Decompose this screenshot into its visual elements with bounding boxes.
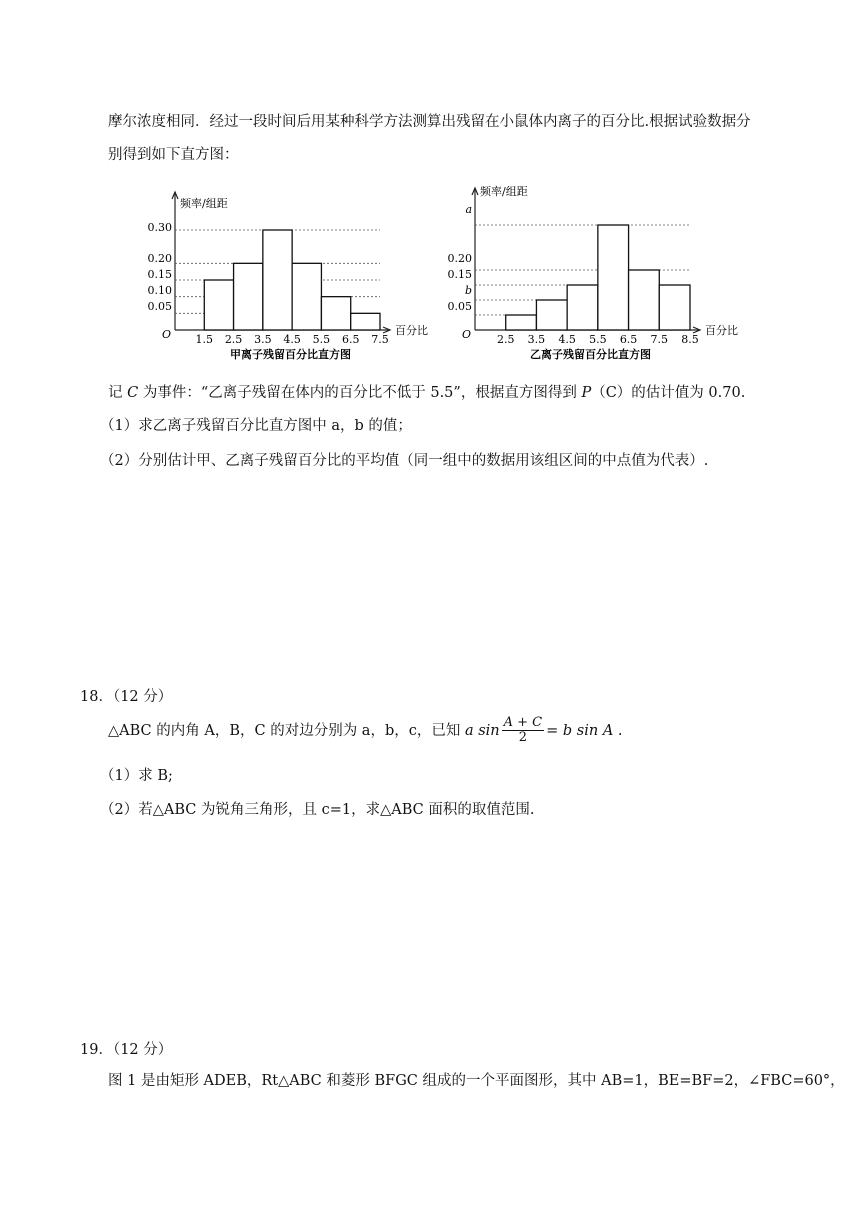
- yi-caption: 乙离子残留百分比直方图: [530, 348, 651, 361]
- intro-line-1: 摩尔浓度相同．经过一段时间后用某种科学方法测算出残留在小鼠体内离子的百分比.根据试验数据分: [108, 114, 751, 130]
- jia-caption: 甲离子残留百分比直方图: [230, 348, 351, 361]
- intro-line-2: 别得到如下直方图：: [108, 147, 239, 163]
- jia-ytick-label: 0.20: [147, 252, 172, 265]
- q17-sub1: （1）求乙离子残留百分比直方图中 a，b 的值；: [100, 418, 412, 434]
- yi-ytick-label: 0.20: [447, 252, 472, 265]
- q19-header: 19．（12 分）: [80, 1042, 173, 1058]
- histogram-jia-svg: [140, 180, 440, 365]
- yi-ytick-label: b: [464, 284, 472, 297]
- jia-ytick-label: 0.05: [147, 300, 172, 313]
- yi-bar: [598, 225, 629, 330]
- jia-xlabel: 百分比: [395, 324, 428, 337]
- q18-formula-b: = b sin A .: [546, 722, 623, 739]
- histogram-yi-svg: [440, 180, 760, 365]
- q17-event-p: P: [581, 385, 592, 401]
- yi-bar: [659, 285, 690, 330]
- yi-ytick-labels: [448, 203, 473, 313]
- q18-frac-den: 2: [518, 730, 528, 746]
- jia-bar: [321, 297, 350, 330]
- jia-xtick-label: 1.5: [195, 333, 214, 346]
- jia-bar: [234, 263, 263, 330]
- jia-xtick-label: 3.5: [254, 333, 272, 346]
- yi-xtick-label: 6.5: [619, 333, 638, 346]
- histogram-jia: [140, 180, 440, 365]
- yi-xtick-label: 4.5: [558, 333, 576, 346]
- q18-stem-text: △ABC 的内角 A，B，C 的对边分别为 a，b，c，已知: [108, 722, 461, 739]
- q18-sub2: （2）若△ABC 为锐角三角形，且 c=1，求△ABC 面积的取值范围.: [100, 802, 535, 818]
- jia-xtick-label: 6.5: [341, 333, 360, 346]
- yi-bar: [536, 300, 567, 330]
- jia-xtick-label: 7.5: [371, 333, 389, 346]
- jia-ytick-labels: [148, 221, 173, 313]
- q17-event-pre: 记: [108, 385, 128, 401]
- jia-xtick-label: 4.5: [283, 333, 301, 346]
- yi-ylabel: 频率/组距: [480, 185, 528, 198]
- jia-origin: O: [162, 328, 172, 341]
- yi-xtick-label: 2.5: [496, 333, 515, 346]
- jia-ytick-label: 0.30: [147, 221, 172, 234]
- yi-ytick-label: 0.15: [447, 268, 472, 281]
- yi-bar: [567, 285, 598, 330]
- q18-formula-a: a sin: [464, 722, 500, 739]
- jia-bar: [292, 263, 321, 330]
- jia-xtick-label: 5.5: [312, 333, 331, 346]
- jia-bar: [204, 280, 233, 330]
- jia-xtick-label: 2.5: [224, 333, 243, 346]
- q17-sub2: （2）分别估计甲、乙离子残留百分比的平均值（同一组中的数据用该组区间的中点值为代表）.: [100, 453, 709, 469]
- q18-frac-num: A + C: [503, 715, 543, 730]
- q17-event: [108, 381, 745, 402]
- yi-xtick-label: 7.5: [650, 333, 669, 346]
- jia-ytick-label: 0.15: [147, 268, 172, 281]
- q18-stem: [108, 716, 623, 746]
- yi-xtick-label: 3.5: [527, 333, 546, 346]
- jia-ytick-label: 0.10: [147, 284, 172, 297]
- yi-ytick-label: a: [465, 203, 472, 216]
- yi-xlabel: 百分比: [705, 324, 738, 337]
- q18-sub1: （1）求 B;: [100, 768, 173, 784]
- q17-event-c: C: [127, 385, 139, 401]
- jia-bar: [263, 230, 292, 330]
- yi-origin: O: [462, 328, 472, 341]
- yi-xtick-label: 8.5: [681, 333, 699, 346]
- q17-event-mid: 为事件：“乙离子残留在体内的百分比不低于 5.5”，根据直方图得到: [138, 385, 582, 401]
- jia-ylabel: 频率/组距: [180, 197, 228, 210]
- q17-event-post: （C）的估计值为 0.70.: [591, 385, 746, 401]
- yi-bar: [506, 315, 537, 330]
- yi-bar: [629, 270, 660, 330]
- q19-stem: 图 1 是由矩形 ADEB，Rt△ABC 和菱形 BFGC 组成的一个平面图形，其中 AB=1，BE=BF=2，∠FBC=60°，: [108, 1073, 845, 1089]
- histogram-yi: [440, 180, 760, 365]
- yi-ytick-label: 0.05: [447, 300, 472, 313]
- jia-bar: [351, 313, 380, 330]
- yi-xtick-label: 5.5: [589, 333, 607, 346]
- q18-header: 18．（12 分）: [80, 689, 173, 705]
- q18-fraction: [502, 716, 545, 746]
